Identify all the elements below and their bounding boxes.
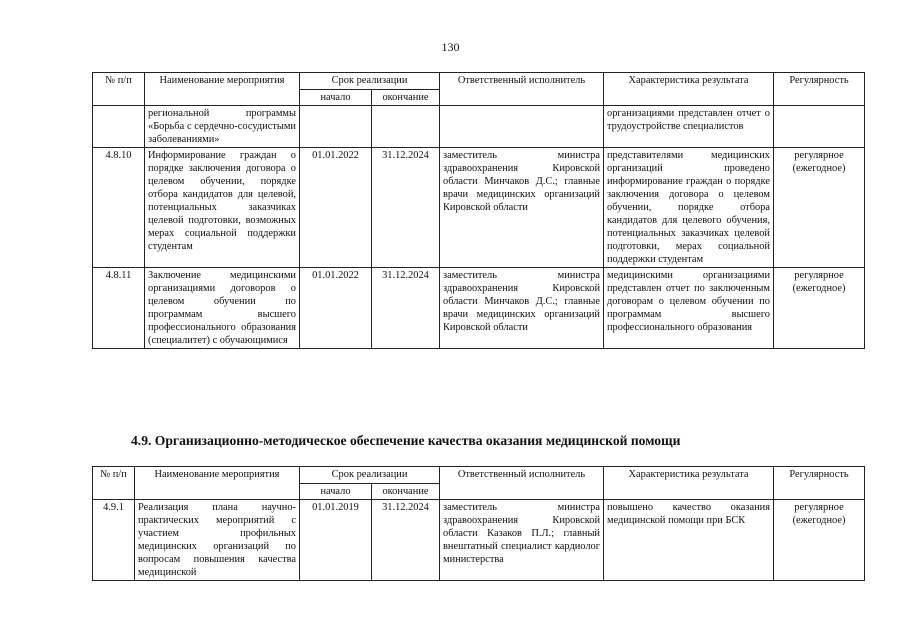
header-result: Характеристика результата (604, 73, 774, 106)
cell-name: Заключение медицинскими организациями договоров о целевом обучении по программам высшего профессионального образования (специалитет) с обучающимися (145, 268, 300, 349)
header-regularity: Регулярность (774, 73, 865, 106)
cell-executor: заместитель министра здравоохранения Кировской области Минчаков Д.С.; главные врачи медицинских организаций Кировской области (440, 268, 604, 349)
cell-regularity: регулярное (ежегодное) (774, 148, 865, 268)
cell-result: организациями представлен отчет о трудоустройстве специалистов (604, 106, 774, 148)
header-end: окончание (372, 484, 440, 500)
activities-table-4-9 (92, 466, 865, 581)
header-result: Характеристика результата (604, 467, 774, 500)
cell-result: повышено качество оказания медицинской помощи при БСК (604, 500, 774, 581)
header-name: Наименование мероприятия (135, 467, 300, 500)
cell-regularity: регулярное (ежегодное) (774, 500, 865, 581)
cell-num: 4.8.11 (93, 268, 145, 349)
cell-executor: заместитель министра здравоохранения Кировской области Минчаков Д.С.; главные врачи медицинских организаций Кировской области (440, 148, 604, 268)
header-start: начало (300, 484, 372, 500)
cell-end: 31.12.2024 (372, 500, 440, 581)
cell-name: региональной программы «Борьба с сердечно-сосудистыми заболеваниями» (145, 106, 300, 148)
cell-name: Реализация плана научно-практических мероприятий с участием профильных медицинских организаций по вопросам повышения качества медицинской (135, 500, 300, 581)
page-number: 130 (441, 40, 460, 54)
table-header-row (93, 73, 865, 90)
cell-regularity: регулярное (ежегодное) (774, 268, 865, 349)
cell-end: 31.12.2024 (372, 268, 440, 349)
header-executor: Ответственный исполнитель (440, 73, 604, 106)
cell-result: медицинскими организациями представлен отчет по заключенным договорам о целевом обучении по программам высшего профессионального образования (604, 268, 774, 349)
table-row (93, 106, 865, 148)
header-regularity: Регулярность (774, 467, 865, 500)
cell-start (300, 106, 372, 148)
header-num: № п/п (93, 467, 135, 500)
header-name: Наименование мероприятия (145, 73, 300, 106)
header-term: Срок реализации (300, 73, 440, 90)
cell-result: представителями медицинских организаций проведено информирование граждан о порядке заключения договора о целевом обучении, порядке отбора кандидатов для целевого обучения, потенциальных заказчиках целевой подготовки, мерах социальной поддержки студентам (604, 148, 774, 268)
header-num: № п/п (93, 73, 145, 106)
table-row (93, 268, 865, 349)
header-end: окончание (372, 90, 440, 106)
cell-name: Информирование граждан о порядке заключения договора о целевом обучении, порядке отбора кандидатов для целевой, потенциальных заказчиках целевой подготовки, возможных мерах социальной поддержки студентам (145, 148, 300, 268)
cell-start: 01.01.2022 (300, 148, 372, 268)
header-executor: Ответственный исполнитель (440, 467, 604, 500)
table-row (93, 148, 865, 268)
header-start: начало (300, 90, 372, 106)
cell-start: 01.01.2019 (300, 500, 372, 581)
table-header-row (93, 467, 865, 484)
activities-table-4-8 (92, 72, 865, 349)
cell-regularity (774, 106, 865, 148)
header-term: Срок реализации (300, 467, 440, 484)
cell-end (372, 106, 440, 148)
cell-num (93, 106, 145, 148)
cell-executor: заместитель министра здравоохранения Кировской области Казаков П.Л.; главный внештатный специалист кардиолог министерства (440, 500, 604, 581)
cell-num: 4.8.10 (93, 148, 145, 268)
cell-num: 4.9.1 (93, 500, 135, 581)
cell-executor (440, 106, 604, 148)
cell-start: 01.01.2022 (300, 268, 372, 349)
section-heading: 4.9. Организационно-методическое обеспечение качества оказания медицинской помощи (131, 433, 681, 448)
table-row (93, 500, 865, 581)
cell-end: 31.12.2024 (372, 148, 440, 268)
